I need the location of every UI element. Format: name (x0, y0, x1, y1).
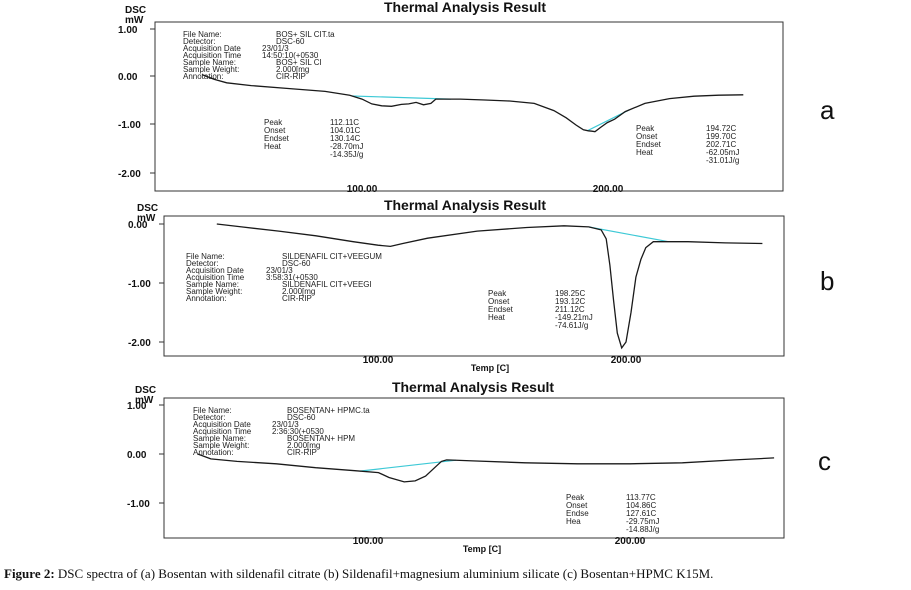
peak-annotation-1 (488, 289, 593, 330)
info-label: Detector: (186, 259, 219, 268)
chart-title: Thermal Analysis Result (383, 197, 547, 213)
peak-value: -74.61J/g (555, 321, 589, 330)
y-axis-label: DSC (137, 203, 159, 214)
info-label: Acquisition Date (183, 44, 241, 53)
info-label: Sample Weight: (186, 287, 243, 296)
info-value: 2:36:30(+0530 (272, 427, 324, 436)
info-value: BOSENTAN+ HPM (287, 434, 356, 443)
peak-value: 193.12C (555, 297, 586, 306)
y-tick-label: -1.00 (127, 499, 150, 510)
y-tick-label: 0.00 (118, 72, 138, 83)
y-axis-label: DSC (125, 5, 147, 16)
chart-title: Thermal Analysis Result (383, 0, 547, 15)
info-label: File Name: (186, 252, 225, 261)
y-tick-label: 1.00 (118, 25, 138, 36)
info-label: Acquisition Time (186, 273, 245, 282)
info-label: Annotation: (183, 72, 224, 81)
info-value: DSC-60 (287, 413, 316, 422)
y-tick-label: -1.00 (128, 279, 151, 290)
peak-value: -28.70mJ (330, 142, 364, 151)
x-axis-label: Temp [C] (462, 544, 502, 554)
x-tick-label: 200.00 (610, 355, 642, 366)
info-label: Sample Name: (193, 434, 246, 443)
info-value: 23/01/3 (272, 420, 299, 429)
y-axis-unit: mW (137, 213, 156, 224)
plot-frame (155, 22, 783, 191)
info-value: BOS+ SIL CIT.ta (276, 30, 335, 39)
peak-value: -149.21mJ (555, 313, 593, 322)
x-tick-label: 100.00 (346, 184, 378, 195)
peak-label: Peak (264, 118, 283, 127)
info-value: 2.000[mg (287, 441, 321, 450)
info-label: Acquisition Time (193, 427, 252, 436)
peak-value: -14.35J/g (330, 150, 364, 159)
info-value: CIR-RIP (276, 72, 306, 81)
info-value: DSC-60 (276, 37, 305, 46)
peak-value: -31.01J/g (706, 156, 740, 165)
peak-value: 113.77C (626, 493, 656, 502)
panel-letter: c (818, 446, 831, 476)
info-label: Sample Name: (183, 58, 236, 67)
caption-label: Figure 2: (4, 566, 55, 581)
info-value: 14:50:10(+0530 (262, 51, 319, 60)
info-label: Sample Weight: (193, 441, 250, 450)
peak-baseline (352, 96, 629, 131)
info-block (183, 30, 335, 81)
info-value: BOS+ SIL CI (276, 58, 322, 67)
peak-label: Heat (488, 313, 505, 322)
chart-title: Thermal Analysis Result (391, 379, 555, 395)
plot-frame (164, 398, 784, 538)
y-tick-label: 1.00 (127, 401, 147, 412)
panel-letter: b (820, 266, 835, 296)
info-label: Acquisition Date (193, 420, 251, 429)
peak-label: Endse (566, 509, 589, 518)
dsc-curve (202, 75, 743, 132)
info-label: Sample Name: (186, 280, 239, 289)
caption-text: DSC spectra of (a) Bosentan with sildenafil citrate (b) Sildenafil+magnesium aluminium silicate (c) Bosentan+HPMC K15M. (57, 566, 714, 581)
info-value: 23/01/3 (266, 266, 293, 275)
x-tick-label: 200.00 (592, 184, 624, 195)
y-tick-label: -1.00 (118, 120, 141, 131)
info-value: SILDENAFIL CIT+VEEGI (282, 280, 372, 289)
peak-label: Endset (488, 305, 513, 314)
y-tick-label: 0.00 (127, 450, 147, 461)
peak-label: Endset (264, 134, 289, 143)
peak-label: Onset (264, 126, 286, 135)
plot-frame (164, 216, 784, 356)
info-label: Acquisition Time (183, 51, 242, 60)
peak-value: -14.88J/g (626, 525, 660, 534)
y-axis-unit: mW (135, 395, 154, 406)
peak-value: 202.71C (706, 140, 737, 149)
info-value: 2.000[mg (276, 65, 310, 74)
panel-a (118, 0, 835, 195)
info-value: 3:58:31(+0530 (266, 273, 318, 282)
info-value: CIR-RIP (282, 294, 312, 303)
info-value: BOSENTAN+ HPMC.ta (287, 406, 370, 415)
figure-caption (4, 566, 909, 582)
y-tick-label: -2.00 (128, 338, 151, 349)
peak-value: 104.86C (626, 501, 657, 510)
peak-label: Heat (636, 148, 653, 157)
info-block (186, 252, 382, 303)
peak-annotation-2 (636, 124, 739, 165)
x-tick-label: 200.00 (614, 536, 646, 547)
info-label: File Name: (193, 406, 232, 415)
info-label: Annotation: (193, 448, 234, 457)
peak-value: 198.25C (555, 289, 586, 298)
peak-label: Heat (264, 142, 281, 151)
y-tick-label: 0.00 (128, 220, 148, 231)
peak-value: 211.12C (555, 305, 585, 314)
y-tick-label: -2.00 (118, 169, 141, 180)
info-label: Acquisition Date (186, 266, 244, 275)
peak-label: Peak (636, 124, 655, 133)
peak-value: -62.05mJ (706, 148, 740, 157)
info-label: Detector: (193, 413, 226, 422)
peak-label: Peak (488, 289, 507, 298)
info-block (193, 406, 370, 457)
info-value: CIR-RIP (287, 448, 317, 457)
peak-annotation-1 (264, 118, 363, 159)
info-label: Sample Weight: (183, 65, 240, 74)
info-label: Detector: (183, 37, 216, 46)
peak-label: Peak (566, 493, 585, 502)
panel-b (128, 197, 834, 373)
info-label: File Name: (183, 30, 222, 39)
peak-label: Onset (488, 297, 510, 306)
info-value: DSC-60 (282, 259, 311, 268)
peak-value: -29.75mJ (626, 517, 660, 526)
peak-value: 130.14C (330, 134, 361, 143)
info-label: Annotation: (186, 294, 227, 303)
peak-value: 194.72C (706, 124, 737, 133)
info-value: SILDENAFIL CIT+VEEGUM (282, 252, 382, 261)
peak-value: 112.11C (330, 118, 360, 127)
panel-letter: a (820, 95, 835, 125)
peak-value: 127.61C (626, 509, 657, 518)
y-axis-unit: mW (125, 15, 144, 26)
info-value: 2.000[mg (282, 287, 316, 296)
dsc-curve (198, 454, 774, 482)
peak-label: Onset (636, 132, 658, 141)
info-value: 23/01/3 (262, 44, 289, 53)
peak-value: 199.70C (706, 132, 737, 141)
panel-c (127, 379, 831, 554)
peak-label: Hea (566, 517, 581, 526)
peak-annotation-1 (566, 493, 659, 534)
peak-label: Onset (566, 501, 588, 510)
x-axis-label: Temp [C] (470, 363, 510, 373)
y-axis-label: DSC (135, 385, 157, 396)
x-tick-label: 100.00 (352, 536, 384, 547)
peak-label: Endset (636, 140, 661, 149)
peak-value: 104.01C (330, 126, 361, 135)
x-tick-label: 100.00 (362, 355, 394, 366)
